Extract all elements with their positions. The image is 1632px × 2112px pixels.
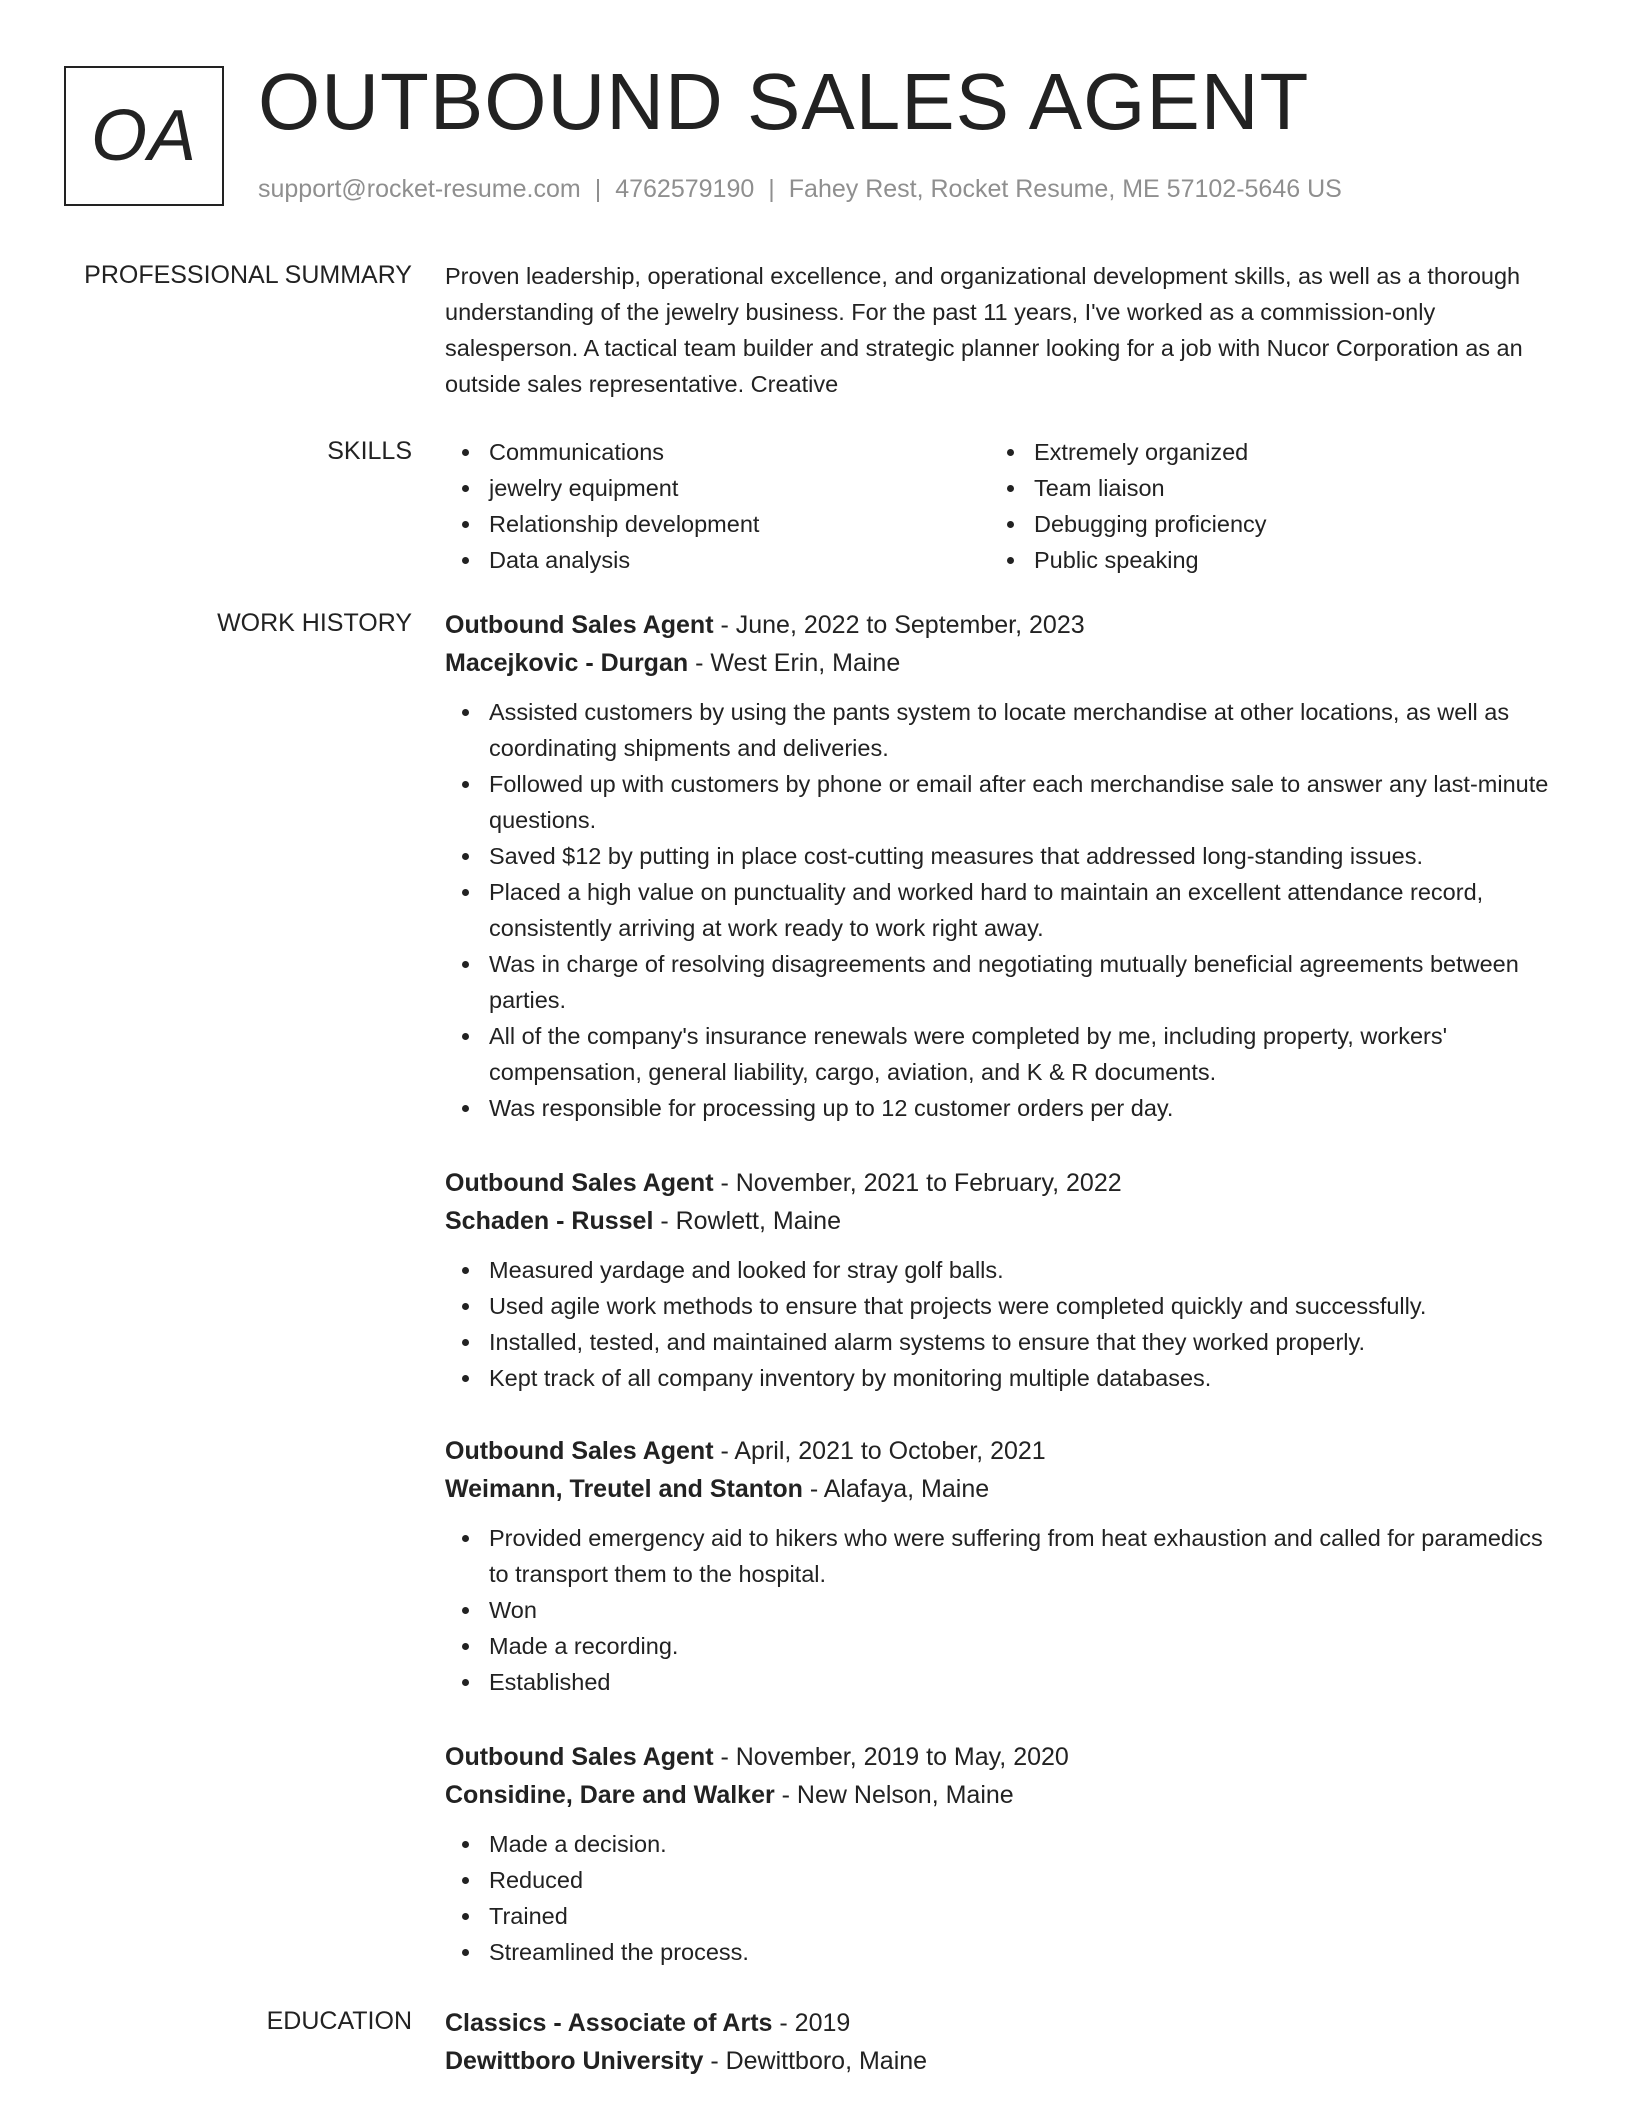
skill-item: Public speaking [990,542,1535,578]
job-entry [445,1164,1550,1396]
job-bullet: All of the company's insurance renewals were completed by me, including property, workers' compensation, general liability, cargo, aviation, and K & R documents. [445,1018,1550,1090]
job-company: Macejkovic - Durgan [445,649,689,677]
skill-item: Communications [445,434,990,470]
job-company-line [445,1776,1550,1814]
monogram-badge: OA [64,66,224,206]
education-school: Dewittboro University [445,2047,704,2075]
job-company-line [445,644,1550,682]
skill-item: jewelry equipment [445,470,990,506]
job-company: Weimann, Treutel and Stanton [445,1475,803,1503]
job-bullet: Streamlined the process. [445,1934,1550,1970]
summary-label: PROFESSIONAL SUMMARY [84,261,412,289]
education-location: - Dewittboro, Maine [703,2047,928,2075]
skills-body [445,434,1550,578]
job-company: Considine, Dare and Walker [445,1781,775,1809]
education-degree: Classics - Associate of Arts [445,2009,773,2037]
job-company-line [445,1202,1550,1240]
job-bullets [445,1826,1550,1970]
job-bullets [445,1520,1550,1700]
job-bullet: Was in charge of resolving disagreements and negotiating mutually beneficial agreements between parties. [445,946,1550,1018]
job-location: - Alafaya, Maine [802,1475,990,1503]
job-dates: - June, 2022 to September, 2023 [713,611,1085,639]
job-company: Schaden - Russel [445,1207,654,1235]
skills-grid [445,434,1550,578]
job-bullet: Assisted customers by using the pants system to locate merchandise at other locations, as well as coordinating shipments and deliveries. [445,694,1550,766]
education-year: - 2019 [772,2009,851,2037]
skills-list-left [445,434,990,578]
job-title-line [445,1164,1550,1202]
job-bullet: Won [445,1592,1550,1628]
contact-phone: 4762579190 [615,175,755,203]
job-bullet: Was responsible for processing up to 12 customer orders per day. [445,1090,1550,1126]
job-bullet: Followed up with customers by phone or email after each merchandise sale to answer any last-minute questions. [445,766,1550,838]
job-bullet: Measured yardage and looked for stray golf balls. [445,1252,1550,1288]
contact-separator: | [594,175,602,203]
skill-item: Data analysis [445,542,990,578]
job-title: Outbound Sales Agent [445,1169,714,1197]
job-bullet: Reduced [445,1862,1550,1898]
job-entry [445,1738,1550,1970]
job-bullet: Saved $12 by putting in place cost-cutting measures that addressed long-standing issues. [445,838,1550,874]
skill-item: Debugging proficiency [990,506,1535,542]
contact-separator: | [768,175,775,203]
job-entry [445,606,1550,1126]
job-bullets [445,1252,1550,1396]
job-bullet: Installed, tested, and maintained alarm systems to ensure that they worked properly. [445,1324,1550,1360]
job-bullet: Made a recording. [445,1628,1550,1664]
contact-email: support@rocket-resume.com [258,175,581,203]
job-bullet: Used agile work methods to ensure that projects were completed quickly and successfully. [445,1288,1550,1324]
education-school-line [445,2042,1550,2080]
skill-item: Relationship development [445,506,990,542]
contact-address: Fahey Rest, Rocket Resume, ME 57102-5646 US [788,175,1342,203]
job-bullets [445,694,1550,1126]
page-title: OUTBOUND SALES AGENT [258,57,1310,146]
job-title: Outbound Sales Agent [445,1437,714,1465]
job-bullet: Kept track of all company inventory by monitoring multiple databases. [445,1360,1550,1396]
job-dates: - November, 2019 to May, 2020 [713,1743,1069,1771]
job-bullet: Trained [445,1898,1550,1934]
education-label: EDUCATION [266,2007,412,2035]
job-title-line [445,1738,1550,1776]
contact-line [258,172,1342,206]
skills-list-right [990,434,1535,578]
job-entry [445,1432,1550,1700]
job-title: Outbound Sales Agent [445,611,714,639]
job-title-line [445,606,1550,644]
job-dates: - November, 2021 to February, 2022 [713,1169,1122,1197]
job-title-line [445,1432,1550,1470]
job-bullet: Provided emergency aid to hikers who were suffering from heat exhaustion and called for paramedics to transport them to the hospital. [445,1520,1550,1592]
skill-item: Team liaison [990,470,1535,506]
education-degree-line [445,2004,1550,2042]
work-label: WORK HISTORY [217,609,412,637]
job-location: - Rowlett, Maine [653,1207,841,1235]
job-title: Outbound Sales Agent [445,1743,714,1771]
job-bullet: Made a decision. [445,1826,1550,1862]
summary-text: Proven leadership, operational excellence, and organizational development skills, as well as a thorough understanding of the jewelry business. For the past 11 years, I've worked as a commission-only salesperson. A tactical team builder and strategic planner looking for a job with Nucor Corporation as an outside sales representative. Creative [445,263,1523,397]
job-location: - West Erin, Maine [688,649,901,677]
job-location: - New Nelson, Maine [774,1781,1014,1809]
skills-label: SKILLS [327,437,412,465]
education-body [445,2004,1550,2080]
job-bullet: Established [445,1664,1550,1700]
summary-body [445,258,1550,402]
job-bullet: Placed a high value on punctuality and worked hard to maintain an excellent attendance record, consistently arriving at work ready to work right away. [445,874,1550,946]
job-company-line [445,1470,1550,1508]
job-dates: - April, 2021 to October, 2021 [713,1437,1046,1465]
skill-item: Extremely organized [990,434,1535,470]
